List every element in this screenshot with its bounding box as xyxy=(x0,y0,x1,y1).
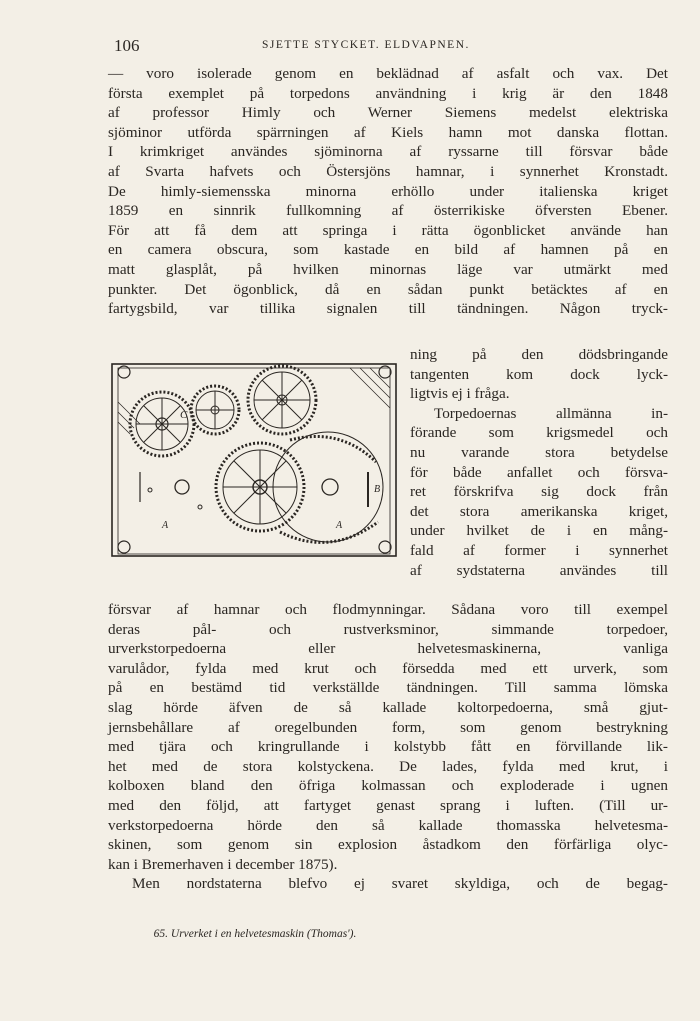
figure-number: 65. xyxy=(153,928,169,940)
running-title: SJETTE STYCKET. ELDVAPNEN. xyxy=(262,39,470,51)
text-line: af Svarta hafvets och Östersjöns hamnar, i synnerhet Kronstadt. xyxy=(108,162,668,180)
text-line: af professor Himly och Werner Siemens medelst elektriska xyxy=(108,104,668,122)
text-line: För att få dem att springa i rätta ögonblicket använde han xyxy=(108,221,668,239)
text-line: af sydstaterna användes till xyxy=(410,561,668,579)
figure-caption-text: Urverket i en helvetesmaskin (Thomas'). xyxy=(170,928,357,940)
text-line: tangenten kom dock lyck- xyxy=(410,365,668,383)
label-c: C xyxy=(180,409,188,421)
text-line: sjöminor utförda spärrningen af Kiels hamn mot danska flottan. xyxy=(108,123,668,141)
text-line: verkstorpedoerna hörde den så kallade thomasska helvetesma- xyxy=(108,816,668,834)
text-line: Torpedoernas allmänna in- xyxy=(434,404,668,422)
text-line: första exemplet på torpedons användning i krig är den 1848 xyxy=(108,84,668,102)
text-line: nu varande stora betydelse xyxy=(410,443,668,461)
body-text-bottom xyxy=(108,600,668,894)
text-line: ning på den dödsbringande xyxy=(410,346,668,363)
text-line: med tjära och kringrullande i kolstybb fått en förvillande lik- xyxy=(108,738,668,756)
body-text-top xyxy=(108,64,668,319)
text-line: De himly-siemensska minorna erhöllo under italienska kriget xyxy=(108,182,668,200)
text-line: I krimkriget användes sjöminorna af ryssarne till försvar både xyxy=(108,143,668,161)
text-line: 1859 en sinnrik fullkomning af österrikiske öfversten Ebener. xyxy=(108,202,668,220)
text-line: under hvilket de i en mång- xyxy=(410,522,668,540)
text-line: kolboxen bland den öfriga kolmassan och exploderade i ugnen xyxy=(108,777,668,795)
page-number: 106 xyxy=(114,36,140,55)
text-line: urverkstorpedoerna eller helvetesmaskinerna, vanliga xyxy=(108,640,668,658)
body-text-wrap xyxy=(410,345,668,580)
text-line: förande som krigsmedel och xyxy=(410,424,668,442)
text-line: varulådor, fylda med krut och försedda med ett urverk, som xyxy=(108,659,668,677)
text-line: det stora amerikanska kriget, xyxy=(410,502,668,520)
label-a-right: A xyxy=(336,520,343,531)
label-a-left: A xyxy=(162,520,169,531)
text-line: kan i Bremerhaven i december 1875). xyxy=(108,855,338,873)
text-line: en camera obscura, som kastade en bild af hamnen på en xyxy=(108,241,668,259)
text-line: skinen, som genom sin explosion åstadkom den förfärliga olyc- xyxy=(108,836,668,854)
text-line: på en bestämd tid verkställde tändningen. Till samma lömska xyxy=(108,679,668,697)
text-line: slag hörde äfven de så kallade koltorpedoerna, små gjut- xyxy=(108,698,668,716)
text-line: med den följd, att fartyget genast sprang i luften. (Till ur- xyxy=(108,796,668,814)
text-line: — voro isolerade genom en beklädnad af asfalt och vax. Det xyxy=(108,65,668,82)
page-header xyxy=(114,36,670,56)
text-line: fartygsbild, var tillika signalen till tändningen. Någon tryck- xyxy=(108,300,668,318)
text-line: fald af former i synnerhet xyxy=(410,541,668,559)
text-line: för både anfallet och försva- xyxy=(410,463,668,481)
text-line: matt glasplåt, på hvilken minornas läge var utmärkt med xyxy=(108,260,668,278)
text-line: het med de stora kolstyckena. De lades, fylda med krut, i xyxy=(108,757,668,775)
text-line: punkter. Det ögonblick, då en sådan punkt betäcktes af en xyxy=(108,280,668,298)
text-line: Men nordstaterna blefvo ej svaret skyldiga, och de begag- xyxy=(132,875,668,893)
text-line: försvar af hamnar och flodmynningar. Sådana voro till exempel xyxy=(108,601,668,618)
text-line: ret förskrifva sig dock från xyxy=(410,483,668,501)
text-line: jernsbehållare af oregelbunden form, som genom bestrykning xyxy=(108,718,668,736)
figure-caption xyxy=(110,928,400,940)
text-line: ligtvis ej i fråga. xyxy=(410,385,510,403)
text-line: deras pål- och rustverksminor, simmande torpedoer, xyxy=(108,620,668,638)
clockwork-illustration xyxy=(110,362,400,562)
label-b: B xyxy=(374,484,381,495)
